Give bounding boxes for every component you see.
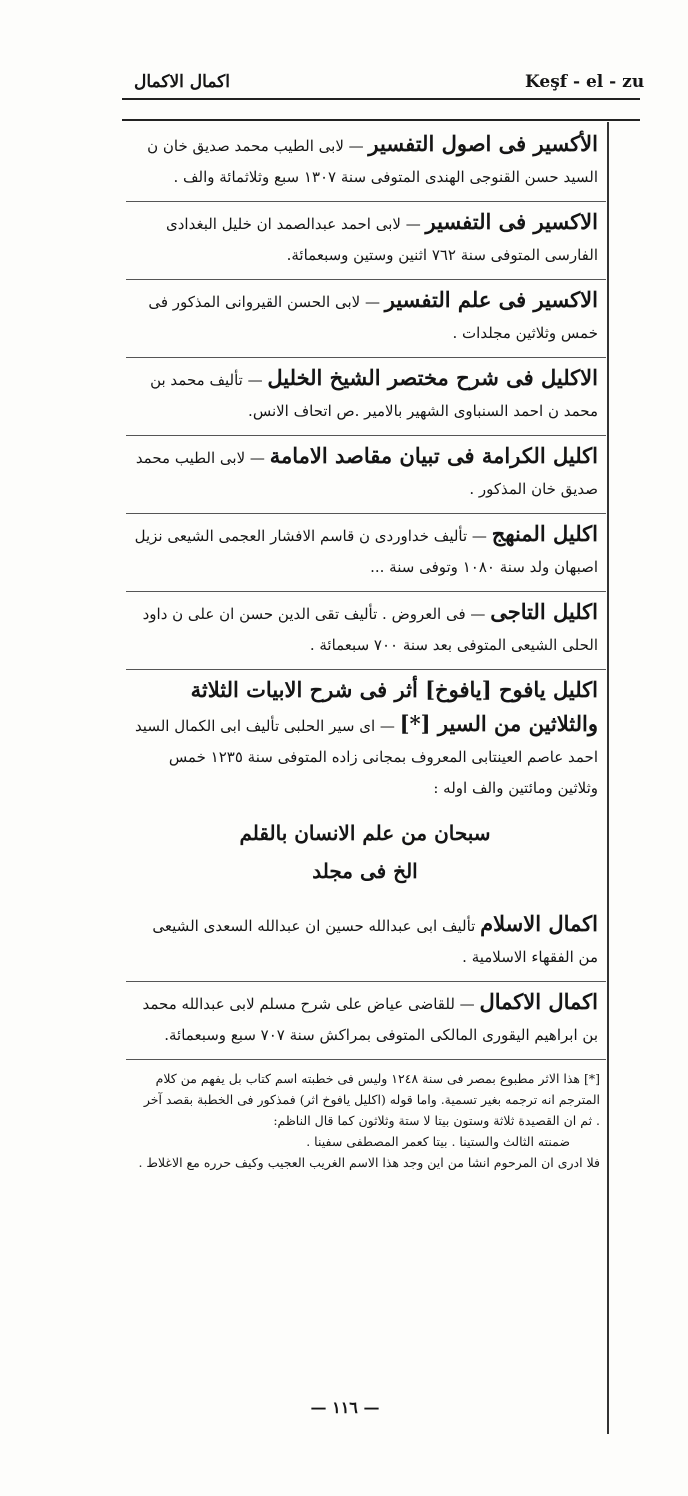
verse-note: الخ فى مجلد (312, 859, 418, 883)
running-title-latin: Keşf - el - zu (525, 72, 645, 92)
verse (132, 804, 598, 896)
entry-text: — لابى الطيب محمد صديق خان المذكور . (135, 449, 598, 498)
footnote-text: [*] هذا الاثر مطبوع بمصر فى سنة ١٢٤٨ وليس فى خطبته اسم كتاب بل يفهم من كلام المترجم انه ترجمه بغير تسمية. واما قوله (اكليل يافوخ اثر) فمذكور فى الخطبة بقصد آخر . ثم ان القصيدة ثلاثة وستون بيتا لا ستة وثلاثون كما قال الناظم: (143, 1071, 600, 1128)
entry-title: الأكسير فى اصول التفسير (368, 131, 598, 156)
entry (126, 982, 606, 1060)
entry (126, 280, 606, 358)
entry-text: — لابى الطيب محمد صديق خان ن السيد حسن القنوجى الهندى المتوفى سنة ١٣٠٧ سبع وثلاثمائة والف . (147, 137, 598, 186)
entry-text: — للقاضى عياض على شرح مسلم لابى عبدالله محمد بن ابراهيم اليقورى المالكى المتوفى بمراكش سنة ٧٠٧ سبع وسبعمائة. (142, 995, 598, 1044)
entry-title: اكمال الاكمال (479, 989, 598, 1014)
margin-rule (607, 122, 609, 1434)
entry-title: اكمال الاسلام (480, 911, 598, 936)
entry-title: اكليل يافوح [يافوخ] أثر فى شرح الابيات الثلاثة والثلاثين من السير [*] (190, 677, 598, 736)
entry (126, 202, 606, 280)
entry-text: — لابى احمد عبدالصمد ان خليل البغدادى الفارسى المتوفى سنة ٧٦٢ اثنين وستين وسبعمائة. (166, 215, 598, 264)
footnote (126, 1060, 606, 1173)
header-rule (122, 98, 640, 100)
entry (126, 358, 606, 436)
entry-title: الاكسير فى علم التفسير (384, 287, 598, 312)
entry-text: تأليف ابى عبدالله حسين ان عبدالله السعدى الشيعى من الفقهاء الاسلامية . (152, 917, 598, 966)
footnote-text: فلا ادرى ان المرحوم انشا من اين وجد هذا الاسم الغريب العجيب وكيف حرره مع الاغلاط . (138, 1155, 600, 1170)
entry (126, 904, 606, 982)
entry (126, 670, 606, 904)
entry-title: الاكليل فى شرح مختصر الشيخ الخليل (267, 365, 598, 390)
entry (126, 514, 606, 592)
entry (126, 436, 606, 514)
entry-title: اكليل المنهج (491, 521, 598, 546)
page-number: — ١١٦ — (310, 1398, 380, 1417)
entry-text: — فى العروض . تأليف تقى الدين حسن ان على ن داود الحلى الشيعى المتوفى بعد سنة ٧٠٠ سبعمائة . (142, 605, 598, 654)
entries-column (126, 124, 606, 1173)
verse-line: سبحان من علم الانسان بالقلم (239, 821, 491, 845)
entry-text: — اى سير الحلبى تأليف ابى الكمال السيد احمد عاصم العينتابى المعروف بمجانى زاده المتوفى سنة ١٢٣٥ خمس وثلاثين ومائتين والف اوله : (134, 717, 598, 797)
entry-text: — لابى الحسن القيروانى المذكور فى خمس وثلاثين مجلدات . (148, 293, 598, 342)
header-rule-2 (122, 119, 640, 121)
entry (126, 592, 606, 670)
entry-title: اكليل الكرامة فى تبيان مقاصد الامامة (269, 443, 598, 468)
footnote-verse: ضمنته الثالث والستينا . بيتا كعمر المصطفى سفينا . (306, 1134, 570, 1149)
entry-text: — تأليف خداوردى ن قاسم الافشار العجمى الشيعى نزيل اصبهان ولد سنة ١٠٨٠ وتوفى سنة ... (134, 527, 598, 576)
entry-title: اكليل التاجى (490, 599, 598, 624)
entry (126, 124, 606, 202)
entry-text: — تأليف محمد بن محمد ن احمد السنباوى الشهير بالامير .ص اتحاف الانس. (150, 371, 598, 420)
entry-title: الاكسير فى التفسير (425, 209, 598, 234)
running-title-arabic: اكمال الاكمال (134, 72, 230, 92)
